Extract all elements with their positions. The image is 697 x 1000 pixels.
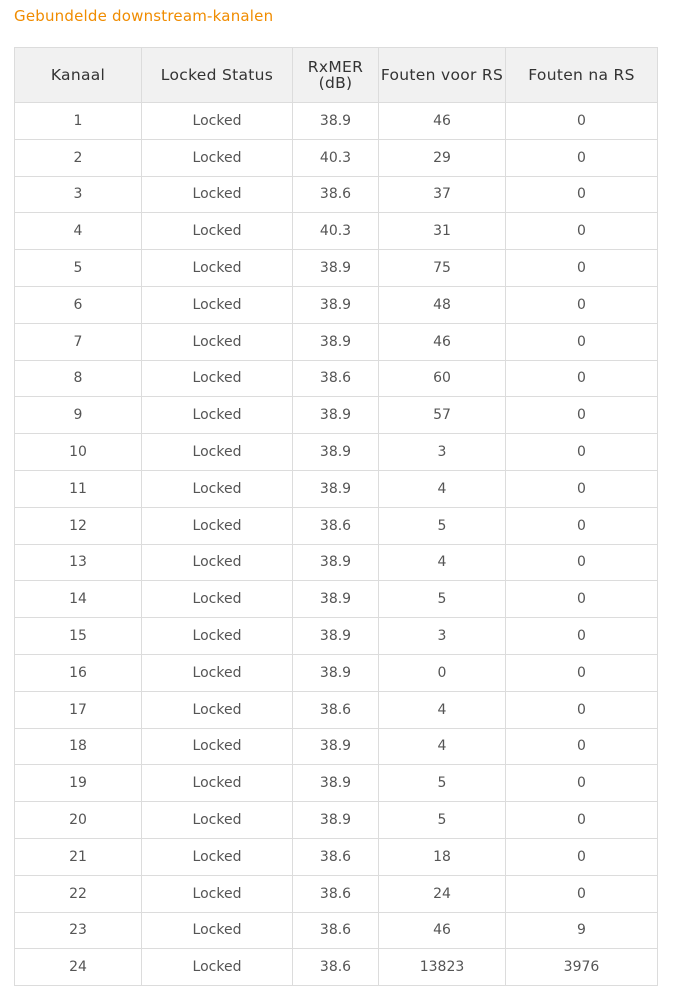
cell-fouten-voor-rs: 13823 [379, 949, 506, 986]
table-row [15, 581, 658, 618]
table-header [15, 48, 658, 103]
header-kanaal: Kanaal [15, 48, 142, 103]
cell-locked-status: Locked [142, 728, 293, 765]
cell-fouten-voor-rs: 60 [379, 360, 506, 397]
cell-fouten-na-rs: 0 [506, 250, 658, 287]
header-fouten-na-rs: Fouten na RS [506, 48, 658, 103]
section-title: Gebundelde downstream-kanalen [14, 7, 274, 25]
cell-fouten-voor-rs: 5 [379, 507, 506, 544]
cell-rxmer: 38.6 [293, 176, 379, 213]
cell-kanaal: 20 [15, 802, 142, 839]
cell-fouten-voor-rs: 3 [379, 618, 506, 655]
cell-locked-status: Locked [142, 470, 293, 507]
cell-locked-status: Locked [142, 765, 293, 802]
header-row [15, 48, 658, 103]
table-row [15, 728, 658, 765]
table-row [15, 250, 658, 287]
cell-locked-status: Locked [142, 654, 293, 691]
table-row [15, 507, 658, 544]
cell-fouten-voor-rs: 4 [379, 728, 506, 765]
cell-rxmer: 38.9 [293, 618, 379, 655]
cell-fouten-voor-rs: 4 [379, 691, 506, 728]
cell-fouten-voor-rs: 5 [379, 581, 506, 618]
cell-kanaal: 21 [15, 838, 142, 875]
cell-locked-status: Locked [142, 103, 293, 140]
cell-locked-status: Locked [142, 912, 293, 949]
cell-kanaal: 13 [15, 544, 142, 581]
table-row [15, 103, 658, 140]
cell-kanaal: 12 [15, 507, 142, 544]
cell-rxmer: 38.6 [293, 949, 379, 986]
cell-kanaal: 14 [15, 581, 142, 618]
cell-fouten-na-rs: 0 [506, 286, 658, 323]
cell-fouten-voor-rs: 5 [379, 802, 506, 839]
cell-kanaal: 7 [15, 323, 142, 360]
cell-fouten-voor-rs: 46 [379, 103, 506, 140]
cell-rxmer: 38.6 [293, 838, 379, 875]
cell-locked-status: Locked [142, 250, 293, 287]
cell-kanaal: 4 [15, 213, 142, 250]
cell-fouten-voor-rs: 75 [379, 250, 506, 287]
cell-rxmer: 38.9 [293, 581, 379, 618]
cell-rxmer: 38.9 [293, 728, 379, 765]
cell-locked-status: Locked [142, 397, 293, 434]
cell-fouten-na-rs: 0 [506, 765, 658, 802]
cell-rxmer: 38.9 [293, 250, 379, 287]
cell-kanaal: 18 [15, 728, 142, 765]
cell-fouten-voor-rs: 46 [379, 912, 506, 949]
cell-kanaal: 24 [15, 949, 142, 986]
cell-fouten-na-rs: 0 [506, 176, 658, 213]
downstream-channels-table-wrapper [14, 47, 657, 986]
cell-fouten-na-rs: 0 [506, 103, 658, 140]
cell-kanaal: 19 [15, 765, 142, 802]
cell-fouten-na-rs: 0 [506, 544, 658, 581]
cell-fouten-voor-rs: 37 [379, 176, 506, 213]
cell-rxmer: 38.9 [293, 802, 379, 839]
cell-rxmer: 38.9 [293, 470, 379, 507]
cell-kanaal: 8 [15, 360, 142, 397]
cell-kanaal: 3 [15, 176, 142, 213]
cell-kanaal: 22 [15, 875, 142, 912]
cell-fouten-voor-rs: 4 [379, 470, 506, 507]
table-row [15, 875, 658, 912]
cell-fouten-voor-rs: 48 [379, 286, 506, 323]
cell-fouten-na-rs: 0 [506, 802, 658, 839]
cell-fouten-na-rs: 3976 [506, 949, 658, 986]
table-row [15, 949, 658, 986]
cell-locked-status: Locked [142, 544, 293, 581]
cell-rxmer: 38.9 [293, 397, 379, 434]
table-row [15, 470, 658, 507]
cell-locked-status: Locked [142, 323, 293, 360]
table-row [15, 691, 658, 728]
cell-locked-status: Locked [142, 286, 293, 323]
cell-fouten-na-rs: 0 [506, 507, 658, 544]
cell-kanaal: 6 [15, 286, 142, 323]
cell-locked-status: Locked [142, 691, 293, 728]
cell-fouten-na-rs: 0 [506, 691, 658, 728]
cell-fouten-voor-rs: 31 [379, 213, 506, 250]
cell-kanaal: 15 [15, 618, 142, 655]
header-locked-status: Locked Status [142, 48, 293, 103]
downstream-channels-table [14, 47, 658, 986]
table-row [15, 912, 658, 949]
cell-rxmer: 38.6 [293, 691, 379, 728]
cell-kanaal: 17 [15, 691, 142, 728]
cell-kanaal: 2 [15, 139, 142, 176]
cell-locked-status: Locked [142, 176, 293, 213]
cell-fouten-na-rs: 0 [506, 875, 658, 912]
cell-fouten-na-rs: 0 [506, 618, 658, 655]
header-fouten-voor-rs: Fouten voor RS [379, 48, 506, 103]
table-body [15, 103, 658, 986]
cell-fouten-voor-rs: 5 [379, 765, 506, 802]
cell-locked-status: Locked [142, 360, 293, 397]
cell-kanaal: 10 [15, 434, 142, 471]
table-row [15, 802, 658, 839]
cell-rxmer: 38.9 [293, 286, 379, 323]
cell-locked-status: Locked [142, 434, 293, 471]
cell-kanaal: 11 [15, 470, 142, 507]
table-row [15, 286, 658, 323]
table-row [15, 139, 658, 176]
cell-locked-status: Locked [142, 875, 293, 912]
cell-fouten-na-rs: 0 [506, 838, 658, 875]
cell-fouten-na-rs: 0 [506, 470, 658, 507]
cell-fouten-na-rs: 0 [506, 323, 658, 360]
cell-rxmer: 38.6 [293, 360, 379, 397]
cell-rxmer: 38.9 [293, 544, 379, 581]
cell-fouten-na-rs: 0 [506, 434, 658, 471]
cell-locked-status: Locked [142, 581, 293, 618]
header-rxmer: RxMER (dB) [293, 48, 379, 103]
table-row [15, 176, 658, 213]
cell-fouten-na-rs: 9 [506, 912, 658, 949]
cell-fouten-na-rs: 0 [506, 397, 658, 434]
table-row [15, 360, 658, 397]
cell-locked-status: Locked [142, 139, 293, 176]
cell-fouten-na-rs: 0 [506, 581, 658, 618]
cell-locked-status: Locked [142, 949, 293, 986]
table-row [15, 434, 658, 471]
table-row [15, 544, 658, 581]
cell-fouten-voor-rs: 57 [379, 397, 506, 434]
cell-fouten-voor-rs: 18 [379, 838, 506, 875]
cell-rxmer: 38.9 [293, 323, 379, 360]
cell-kanaal: 16 [15, 654, 142, 691]
cell-fouten-na-rs: 0 [506, 654, 658, 691]
cell-locked-status: Locked [142, 802, 293, 839]
cell-rxmer: 40.3 [293, 139, 379, 176]
cell-rxmer: 38.9 [293, 103, 379, 140]
cell-fouten-na-rs: 0 [506, 139, 658, 176]
cell-locked-status: Locked [142, 838, 293, 875]
cell-locked-status: Locked [142, 507, 293, 544]
cell-fouten-voor-rs: 3 [379, 434, 506, 471]
table-row [15, 654, 658, 691]
cell-kanaal: 9 [15, 397, 142, 434]
cell-rxmer: 38.9 [293, 434, 379, 471]
cell-fouten-voor-rs: 29 [379, 139, 506, 176]
cell-locked-status: Locked [142, 618, 293, 655]
cell-kanaal: 5 [15, 250, 142, 287]
cell-fouten-voor-rs: 24 [379, 875, 506, 912]
cell-rxmer: 40.3 [293, 213, 379, 250]
cell-kanaal: 1 [15, 103, 142, 140]
cell-fouten-voor-rs: 0 [379, 654, 506, 691]
cell-kanaal: 23 [15, 912, 142, 949]
table-row [15, 213, 658, 250]
cell-fouten-na-rs: 0 [506, 213, 658, 250]
cell-fouten-na-rs: 0 [506, 728, 658, 765]
cell-locked-status: Locked [142, 213, 293, 250]
cell-fouten-voor-rs: 4 [379, 544, 506, 581]
table-row [15, 838, 658, 875]
table-row [15, 397, 658, 434]
table-row [15, 765, 658, 802]
cell-rxmer: 38.6 [293, 875, 379, 912]
table-row [15, 323, 658, 360]
cell-rxmer: 38.6 [293, 912, 379, 949]
cell-rxmer: 38.6 [293, 507, 379, 544]
cell-fouten-voor-rs: 46 [379, 323, 506, 360]
cell-rxmer: 38.9 [293, 654, 379, 691]
cell-fouten-na-rs: 0 [506, 360, 658, 397]
table-row [15, 618, 658, 655]
cell-rxmer: 38.9 [293, 765, 379, 802]
